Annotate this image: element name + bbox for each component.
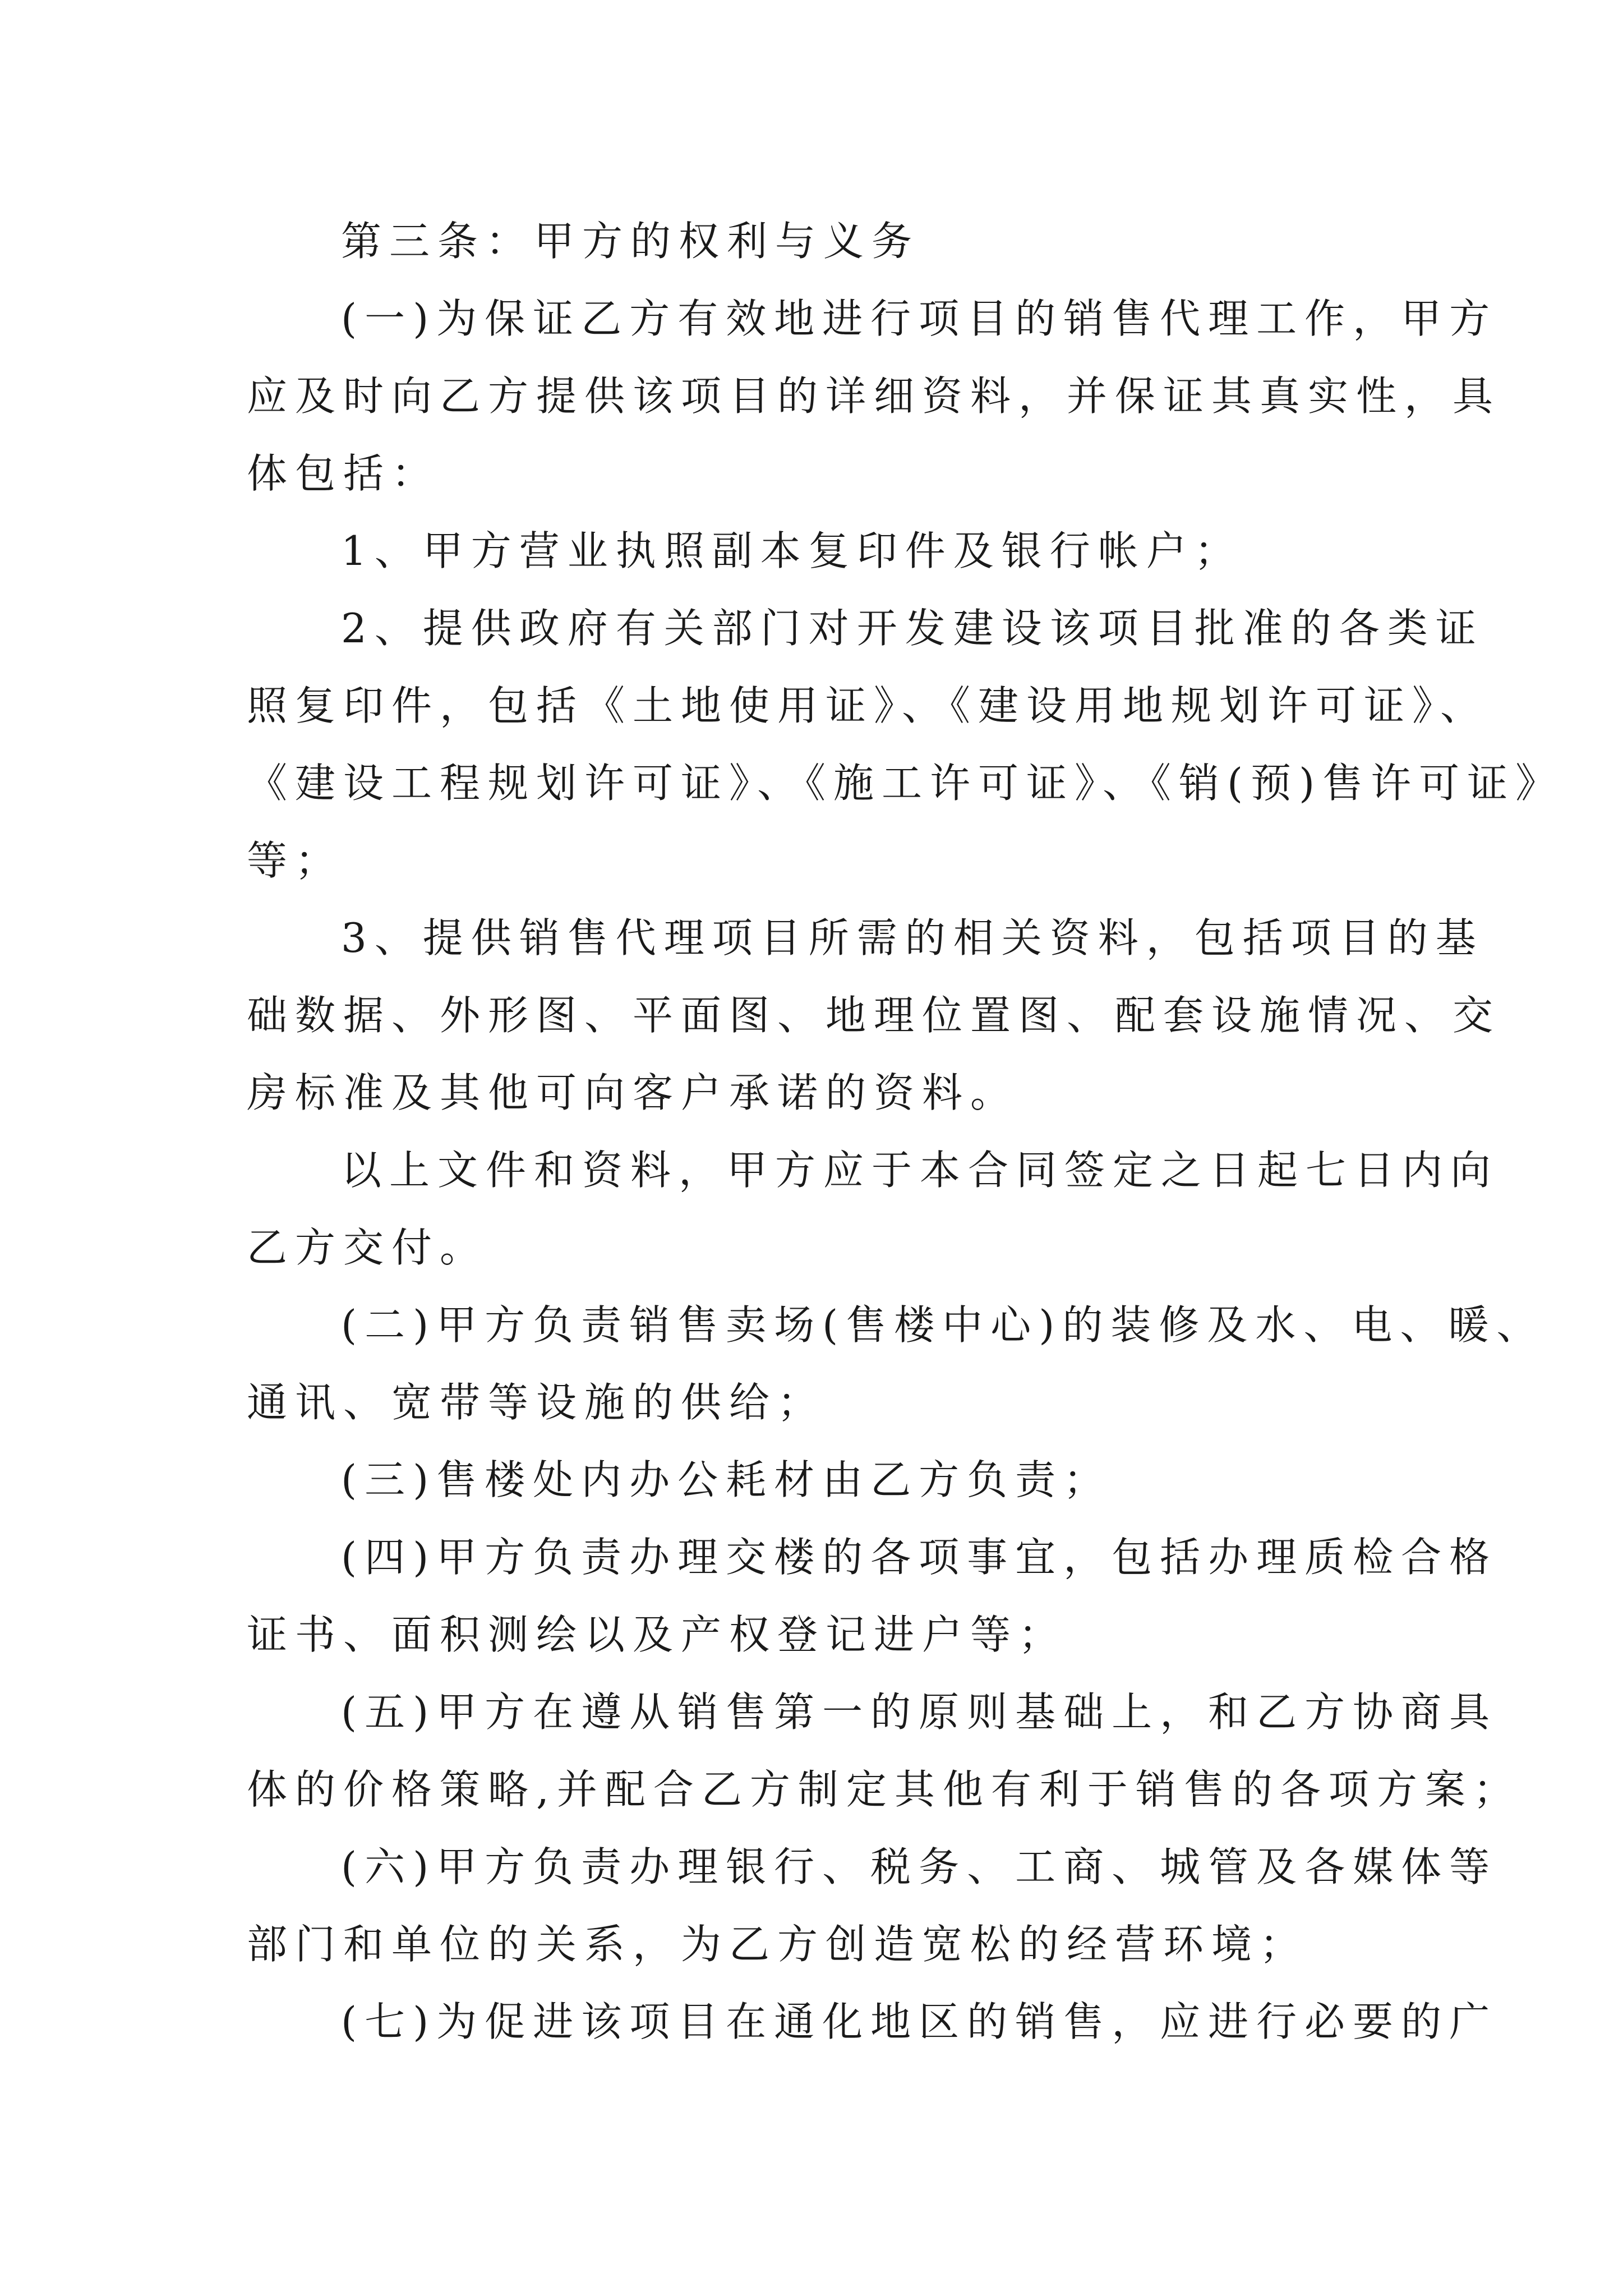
text-line: (三)售楼处内办公耗材由乙方负责；	[341, 1456, 1112, 1503]
section-heading: 第三条：甲方的权利与义务	[341, 218, 920, 265]
text-line: 房标准及其他可向客户承诺的资料。	[247, 1069, 1019, 1116]
text-line: 3、提供销售代理项目所需的相关资料，包括项目的基	[341, 914, 1484, 961]
text-line: 体包括：	[247, 450, 440, 497]
text-line: (四)甲方负责办理交楼的各项事宜，包括办理质检合格	[341, 1534, 1498, 1581]
text-line: 础数据、外形图、平面图、地理位置图、配套设施情况、交	[247, 992, 1501, 1039]
text-line: (二)甲方负责销售卖场(售楼中心)的装修及水、电、暖、	[341, 1301, 1545, 1349]
text-line: 乙方交付。	[247, 1224, 488, 1271]
text-line: 照复印件，包括《土地使用证》、《建设用地规划许可证》、	[247, 682, 1489, 729]
text-line: (六)甲方负责办理银行、税务、工商、城管及各媒体等	[341, 1843, 1498, 1890]
text-line: (五)甲方在遵从销售第一的原则基础上，和乙方协商具	[341, 1688, 1498, 1736]
text-line: (一)为保证乙方有效地进行项目的销售代理工作，甲方	[341, 295, 1498, 342]
text-line: 应及时向乙方提供该项目的详细资料，并保证其真实性，具	[247, 372, 1501, 420]
text-line: 等；	[247, 837, 344, 884]
text-line: 体的价格策略,并配合乙方制定其他有利于销售的各项方案；	[247, 1766, 1521, 1813]
text-line: 1、甲方营业执照副本复印件及银行帐户；	[341, 527, 1243, 574]
text-line: 部门和单位的关系，为乙方创造宽松的经营环境；	[247, 1921, 1308, 1968]
text-line: 通讯、宽带等设施的供给；	[247, 1379, 826, 1426]
text-line: 2、提供政府有关部门对开发建设该项目批准的各类证	[341, 605, 1484, 652]
text-line: 以上文件和资料，甲方应于本合同签定之日起七日内向	[341, 1147, 1499, 1194]
text-line: (七)为促进该项目在通化地区的销售，应进行必要的广	[341, 1998, 1498, 2045]
text-line: 证书、面积测绘以及产权登记进户等；	[247, 1611, 1067, 1658]
text-line: 《建设工程规划许可证》、《施工许可证》、《销(预)售许可证》	[247, 760, 1564, 807]
